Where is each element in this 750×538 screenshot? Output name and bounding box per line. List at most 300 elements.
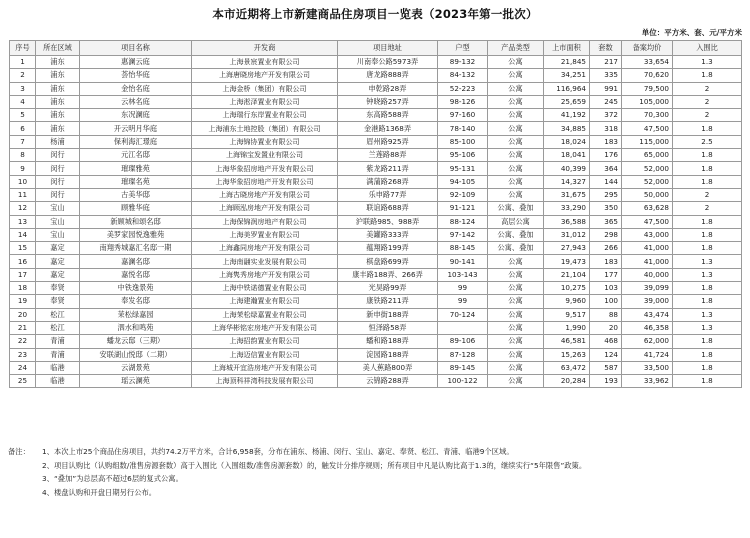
cell-unit-type: 97-160 — [438, 109, 488, 122]
cell-developer: 上海锦宝发置业有限公司 — [192, 149, 338, 162]
cell-avg-price: 63,628 — [622, 202, 673, 215]
cell-entry-ratio: 1.8 — [673, 348, 742, 361]
cell-developer: 上海顾泓房地产开发有限公司 — [192, 202, 338, 215]
cell-units: 177 — [590, 268, 622, 281]
header-area: 上市面积 — [544, 41, 590, 56]
cell-area: 21,104 — [544, 268, 590, 281]
cell-unit-type: 78-140 — [438, 122, 488, 135]
cell-avg-price: 70,300 — [622, 109, 673, 122]
table-row — [10, 95, 742, 108]
cell-entry-ratio: 1.8 — [673, 335, 742, 348]
note-4 — [8, 486, 743, 500]
cell-project-name: 保利海汇璟庭 — [80, 135, 192, 148]
table-row — [10, 348, 742, 361]
cell-product-type: 公寓 — [488, 268, 544, 281]
cell-unit-type: 95-131 — [438, 162, 488, 175]
header-units: 套数 — [590, 41, 622, 56]
cell-area: 41,192 — [544, 109, 590, 122]
notes-label: 备注： — [8, 447, 30, 456]
table-row — [10, 69, 742, 82]
cell-district: 浦东 — [36, 69, 80, 82]
table-row — [10, 321, 742, 334]
table-row — [10, 122, 742, 135]
note-3 — [8, 472, 743, 486]
cell-district: 青浦 — [36, 335, 80, 348]
table-row — [10, 255, 742, 268]
cell-avg-price: 50,000 — [622, 188, 673, 201]
cell-address: 康铁路211弄 — [338, 295, 438, 308]
cell-area: 116,964 — [544, 82, 590, 95]
cell-product-type: 公寓、叠加 — [488, 242, 544, 255]
cell-developer: 上海瑞行东岸置业有限公司 — [192, 109, 338, 122]
cell-index: 10 — [10, 175, 36, 188]
cell-avg-price: 43,000 — [622, 228, 673, 241]
cell-area: 31,012 — [544, 228, 590, 241]
cell-units: 266 — [590, 242, 622, 255]
cell-address: 云锦路288弄 — [338, 375, 438, 388]
cell-avg-price: 47,500 — [622, 122, 673, 135]
cell-index: 4 — [10, 95, 36, 108]
cell-product-type: 公寓 — [488, 122, 544, 135]
cell-district: 宝山 — [36, 228, 80, 241]
cell-units: 365 — [590, 215, 622, 228]
cell-units: 468 — [590, 335, 622, 348]
cell-units: 335 — [590, 69, 622, 82]
cell-developer: 上海锦协置业有限公司 — [192, 135, 338, 148]
cell-index: 6 — [10, 122, 36, 135]
cell-units: 298 — [590, 228, 622, 241]
cell-units: 245 — [590, 95, 622, 108]
cell-project-name: 瑶云澜苑 — [80, 375, 192, 388]
cell-developer: 上海华彬铭宏房地产开发有限公司 — [192, 321, 338, 334]
cell-units: 124 — [590, 348, 622, 361]
cell-developer: 上海华象招房地产开发有限公司 — [192, 162, 338, 175]
cell-avg-price: 52,000 — [622, 162, 673, 175]
cell-unit-type: 85-100 — [438, 135, 488, 148]
header-project-name: 项目名称 — [80, 41, 192, 56]
cell-address: 申乾路28弄 — [338, 82, 438, 95]
cell-product-type: 公寓、叠加 — [488, 228, 544, 241]
cell-avg-price: 40,000 — [622, 268, 673, 281]
cell-units: 103 — [590, 282, 622, 295]
cell-index: 20 — [10, 308, 36, 321]
cell-area: 9,517 — [544, 308, 590, 321]
cell-product-type: 公寓 — [488, 375, 544, 388]
cell-project-name: 嘉悦名邸 — [80, 268, 192, 281]
cell-units: 587 — [590, 361, 622, 374]
cell-project-name: 荟怡华庭 — [80, 69, 192, 82]
cell-district: 浦东 — [36, 82, 80, 95]
cell-unit-type: 84-132 — [438, 69, 488, 82]
note-text: 3、“叠加”为总层高不超过6层的复式公寓。 — [42, 474, 183, 483]
cell-project-name: 奉发名邸 — [80, 295, 192, 308]
cell-product-type: 公寓 — [488, 135, 544, 148]
cell-area: 21,845 — [544, 56, 590, 69]
cell-district: 奉贤 — [36, 282, 80, 295]
cell-units: 364 — [590, 162, 622, 175]
cell-product-type: 公寓 — [488, 335, 544, 348]
cell-district: 浦东 — [36, 109, 80, 122]
cell-unit-type: 70-124 — [438, 308, 488, 321]
cell-developer: 上海茉松绿嘉置业有限公司 — [192, 308, 338, 321]
cell-unit-type: 90-141 — [438, 255, 488, 268]
cell-project-name: 美罗家园悦逸雅苑 — [80, 228, 192, 241]
cell-developer: 上海古晓房地产开发有限公司 — [192, 188, 338, 201]
cell-district: 嘉定 — [36, 268, 80, 281]
cell-unit-type: 94-105 — [438, 175, 488, 188]
cell-area: 27,943 — [544, 242, 590, 255]
cell-entry-ratio: 1.8 — [673, 162, 742, 175]
cell-product-type: 公寓 — [488, 95, 544, 108]
table-row — [10, 375, 742, 388]
cell-address: 棋盘路699弄 — [338, 255, 438, 268]
cell-units: 100 — [590, 295, 622, 308]
cell-project-name: 中铁逸景苑 — [80, 282, 192, 295]
cell-address: 唐龙路888弄 — [338, 69, 438, 82]
cell-entry-ratio: 1.3 — [673, 308, 742, 321]
cell-developer: 上海建瀚置业有限公司 — [192, 295, 338, 308]
table-row — [10, 202, 742, 215]
cell-district: 闵行 — [36, 162, 80, 175]
cell-area: 34,251 — [544, 69, 590, 82]
cell-address: 蟠和路188弄 — [338, 335, 438, 348]
cell-developer: 上海城开宜浩房地产开发有限公司 — [192, 361, 338, 374]
cell-district: 闵行 — [36, 175, 80, 188]
cell-index: 21 — [10, 321, 36, 334]
cell-product-type: 公寓 — [488, 149, 544, 162]
table-header-row — [10, 41, 742, 56]
header-index: 序号 — [10, 41, 36, 56]
cell-project-name: 泗水和鸣苑 — [80, 321, 192, 334]
cell-address: 钟晓路257弄 — [338, 95, 438, 108]
cell-district: 临港 — [36, 361, 80, 374]
cell-developer: 上海鑫同房地产开发有限公司 — [192, 242, 338, 255]
cell-developer: 上海淞泽置业有限公司 — [192, 95, 338, 108]
cell-index: 8 — [10, 149, 36, 162]
cell-product-type: 公寓、叠加 — [488, 202, 544, 215]
cell-unit-type: 88-124 — [438, 215, 488, 228]
cell-product-type: 公寓 — [488, 162, 544, 175]
note-text: 1、本次上市25个商品住房项目，共约74.2万平方米，合计6,958套，分布在浦东、杨浦、闵行、宝山、嘉定、奉贤、松江、青浦、临港9个区域。 — [42, 447, 514, 456]
cell-entry-ratio: 1.8 — [673, 282, 742, 295]
cell-index: 11 — [10, 188, 36, 201]
cell-unit-type — [438, 321, 488, 334]
cell-address: 新申街188弄 — [338, 308, 438, 321]
table-row — [10, 308, 742, 321]
cell-area: 19,473 — [544, 255, 590, 268]
cell-index: 15 — [10, 242, 36, 255]
cell-index: 9 — [10, 162, 36, 175]
cell-index: 5 — [10, 109, 36, 122]
cell-entry-ratio: 1.8 — [673, 215, 742, 228]
cell-units: 217 — [590, 56, 622, 69]
cell-address: 满蒲路268弄 — [338, 175, 438, 188]
cell-project-name: 古美华邸 — [80, 188, 192, 201]
cell-area: 1,990 — [544, 321, 590, 334]
cell-address: 兰莲路88弄 — [338, 149, 438, 162]
cell-district: 松江 — [36, 321, 80, 334]
cell-entry-ratio: 2 — [673, 202, 742, 215]
header-district: 所在区域 — [36, 41, 80, 56]
cell-district: 青浦 — [36, 348, 80, 361]
cell-unit-type: 97-142 — [438, 228, 488, 241]
table-row — [10, 135, 742, 148]
cell-entry-ratio: 1.8 — [673, 242, 742, 255]
cell-project-name: 金怡名庭 — [80, 82, 192, 95]
cell-project-name: 顾雅华庭 — [80, 202, 192, 215]
cell-entry-ratio: 1.8 — [673, 361, 742, 374]
cell-index: 24 — [10, 361, 36, 374]
cell-district: 闵行 — [36, 188, 80, 201]
cell-avg-price: 79,500 — [622, 82, 673, 95]
cell-index: 12 — [10, 202, 36, 215]
cell-index: 14 — [10, 228, 36, 241]
cell-entry-ratio: 1.3 — [673, 56, 742, 69]
cell-district: 宝山 — [36, 215, 80, 228]
cell-units: 318 — [590, 122, 622, 135]
cell-district: 浦东 — [36, 95, 80, 108]
cell-entry-ratio: 1.3 — [673, 255, 742, 268]
cell-area: 18,024 — [544, 135, 590, 148]
cell-units: 88 — [590, 308, 622, 321]
cell-address: 金港路1368弄 — [338, 122, 438, 135]
cell-entry-ratio: 1.3 — [673, 268, 742, 281]
cell-entry-ratio: 1.8 — [673, 122, 742, 135]
cell-units: 20 — [590, 321, 622, 334]
cell-area: 31,675 — [544, 188, 590, 201]
cell-unit-type: 98-126 — [438, 95, 488, 108]
unit-note: 单位：平方米、套、元/平方米 — [641, 28, 742, 37]
cell-district: 奉贤 — [36, 295, 80, 308]
cell-address: 东高路588弄 — [338, 109, 438, 122]
cell-unit-type: 103-143 — [438, 268, 488, 281]
table-row — [10, 175, 742, 188]
cell-project-name: 璀璨名苑 — [80, 175, 192, 188]
cell-avg-price: 41,000 — [622, 255, 673, 268]
cell-avg-price: 39,000 — [622, 295, 673, 308]
cell-address: 美罐路333弄 — [338, 228, 438, 241]
page-title: 本市近期将上市新建商品住房项目一览表（2023年第一批次） — [212, 7, 538, 21]
cell-product-type: 公寓 — [488, 321, 544, 334]
cell-project-name: 蟠龙云邸（三期） — [80, 335, 192, 348]
cell-avg-price: 33,654 — [622, 56, 673, 69]
cell-address: 眉州路925弄 — [338, 135, 438, 148]
cell-developer: 上海迈信置业有限公司 — [192, 348, 338, 361]
cell-area: 9,960 — [544, 295, 590, 308]
table-row — [10, 361, 742, 374]
cell-developer: 上海顶科祥湾科技发展有限公司 — [192, 375, 338, 388]
cell-address: 紫龙路211弄 — [338, 162, 438, 175]
table-row — [10, 268, 742, 281]
cell-district: 杨浦 — [36, 135, 80, 148]
cell-entry-ratio: 2 — [673, 95, 742, 108]
cell-avg-price: 115,000 — [622, 135, 673, 148]
cell-avg-price: 105,000 — [622, 95, 673, 108]
cell-developer: 上海隽秀房地产开发有限公司 — [192, 268, 338, 281]
cell-unit-type: 95-106 — [438, 149, 488, 162]
cell-unit-type: 89-145 — [438, 361, 488, 374]
table-row — [10, 149, 742, 162]
cell-developer: 上海南翮实业发展有限公司 — [192, 255, 338, 268]
cell-entry-ratio: 1.8 — [673, 375, 742, 388]
cell-product-type: 公寓 — [488, 56, 544, 69]
cell-unit-type: 100-122 — [438, 375, 488, 388]
cell-entry-ratio: 1.8 — [673, 295, 742, 308]
cell-entry-ratio: 1.8 — [673, 175, 742, 188]
cell-unit-type: 88-145 — [438, 242, 488, 255]
cell-developer: 上海唐晓房地产开发有限公司 — [192, 69, 338, 82]
table-row — [10, 282, 742, 295]
cell-product-type: 高层公寓 — [488, 215, 544, 228]
cell-product-type: 公寓 — [488, 69, 544, 82]
cell-entry-ratio: 2.5 — [673, 135, 742, 148]
cell-index: 23 — [10, 348, 36, 361]
cell-project-name: 东况澜庭 — [80, 109, 192, 122]
cell-product-type: 公寓 — [488, 175, 544, 188]
cell-units: 991 — [590, 82, 622, 95]
cell-product-type: 公寓 — [488, 188, 544, 201]
note-text: 4、楼盘认购和开盘日期另行公布。 — [42, 487, 157, 497]
cell-area: 10,275 — [544, 282, 590, 295]
cell-address: 美人蕉路800弄 — [338, 361, 438, 374]
header-product-type: 产品类型 — [488, 41, 544, 56]
table-row — [10, 188, 742, 201]
note-text: 2、项目认购比（认购组数/准售房源套数）高于入围比（入围组数/准售房源套数）的，触发计分排序规则；所有项目中凡是认购比高于1.3的，继续实行“5年限售”政策。 — [42, 460, 587, 470]
cell-product-type: 公寓 — [488, 282, 544, 295]
cell-district: 松江 — [36, 308, 80, 321]
cell-avg-price: 41,000 — [622, 242, 673, 255]
cell-developer: 上海金桥（集团）有限公司 — [192, 82, 338, 95]
cell-unit-type: 99 — [438, 295, 488, 308]
cell-project-name: 嘉澜名邸 — [80, 255, 192, 268]
cell-units: 350 — [590, 202, 622, 215]
cell-avg-price: 46,358 — [622, 321, 673, 334]
cell-project-name: 璀璨雅苑 — [80, 162, 192, 175]
cell-address: 沪联路985、988弄 — [338, 215, 438, 228]
cell-avg-price: 62,000 — [622, 335, 673, 348]
cell-developer: 上海中铁诺德置业有限公司 — [192, 282, 338, 295]
cell-units: 372 — [590, 109, 622, 122]
cell-entry-ratio: 2 — [673, 188, 742, 201]
header-entry-ratio: 入围比 — [673, 41, 742, 56]
cell-address: 光昊路99弄 — [338, 282, 438, 295]
cell-product-type: 公寓 — [488, 109, 544, 122]
cell-entry-ratio: 1.8 — [673, 149, 742, 162]
cell-avg-price: 41,724 — [622, 348, 673, 361]
cell-district: 嘉定 — [36, 255, 80, 268]
cell-area: 34,885 — [544, 122, 590, 135]
cell-index: 3 — [10, 82, 36, 95]
cell-district: 闵行 — [36, 149, 80, 162]
project-table — [9, 40, 742, 388]
cell-district: 浦东 — [36, 56, 80, 69]
table-row — [10, 335, 742, 348]
note-2 — [8, 459, 743, 473]
cell-developer: 上海招韵置业有限公司 — [192, 335, 338, 348]
cell-area: 40,399 — [544, 162, 590, 175]
table-row — [10, 82, 742, 95]
cell-unit-type: 89-132 — [438, 56, 488, 69]
cell-district: 临港 — [36, 375, 80, 388]
cell-product-type: 公寓 — [488, 82, 544, 95]
cell-area: 63,472 — [544, 361, 590, 374]
cell-units: 176 — [590, 149, 622, 162]
cell-project-name: 开云明月华庭 — [80, 122, 192, 135]
cell-project-name: 云林名庭 — [80, 95, 192, 108]
cell-address: 康丰路188弄、266弄 — [338, 268, 438, 281]
cell-project-name: 惠澜云庭 — [80, 56, 192, 69]
cell-area: 46,581 — [544, 335, 590, 348]
note-1 — [8, 445, 743, 459]
cell-entry-ratio: 1.8 — [673, 69, 742, 82]
cell-district: 宝山 — [36, 202, 80, 215]
cell-district: 嘉定 — [36, 242, 80, 255]
cell-units: 144 — [590, 175, 622, 188]
cell-avg-price: 43,474 — [622, 308, 673, 321]
table-row — [10, 228, 742, 241]
cell-units: 295 — [590, 188, 622, 201]
cell-developer: 上海保锦润房地产有限公司 — [192, 215, 338, 228]
cell-area: 33,290 — [544, 202, 590, 215]
cell-developer: 上海美罗置业有限公司 — [192, 228, 338, 241]
cell-project-name: 新顾城和颂名邸 — [80, 215, 192, 228]
cell-project-name: 云湖景苑 — [80, 361, 192, 374]
table-row — [10, 109, 742, 122]
cell-area: 14,327 — [544, 175, 590, 188]
cell-developer: 上海华象招房地产开发有限公司 — [192, 175, 338, 188]
cell-address: 川南奉公路5973弄 — [338, 56, 438, 69]
cell-unit-type: 87-128 — [438, 348, 488, 361]
cell-product-type: 公寓 — [488, 255, 544, 268]
table-row — [10, 295, 742, 308]
cell-entry-ratio: 1.3 — [673, 321, 742, 334]
cell-address: 乐申路77弄 — [338, 188, 438, 201]
cell-address: 淀园路188弄 — [338, 348, 438, 361]
table-row — [10, 242, 742, 255]
cell-product-type: 公寓 — [488, 361, 544, 374]
cell-index: 22 — [10, 335, 36, 348]
notes — [8, 445, 743, 499]
cell-entry-ratio: 1.8 — [673, 228, 742, 241]
cell-unit-type: 92-109 — [438, 188, 488, 201]
cell-district: 浦东 — [36, 122, 80, 135]
cell-avg-price: 39,099 — [622, 282, 673, 295]
cell-developer: 上海景宸置业有限公司 — [192, 56, 338, 69]
cell-index: 13 — [10, 215, 36, 228]
cell-index: 18 — [10, 282, 36, 295]
cell-unit-type: 52-223 — [438, 82, 488, 95]
cell-developer: 上海浦东土地控股（集团）有限公司 — [192, 122, 338, 135]
cell-area: 25,659 — [544, 95, 590, 108]
cell-avg-price: 52,000 — [622, 175, 673, 188]
cell-units: 193 — [590, 375, 622, 388]
cell-project-name: 安联湖山悦邸（二期） — [80, 348, 192, 361]
cell-product-type: 公寓 — [488, 295, 544, 308]
cell-project-name: 元江名邸 — [80, 149, 192, 162]
cell-index: 1 — [10, 56, 36, 69]
cell-address: 恒泽路58弄 — [338, 321, 438, 334]
cell-avg-price: 33,500 — [622, 361, 673, 374]
cell-project-name: 茉松绿嘉园 — [80, 308, 192, 321]
cell-unit-type: 89-106 — [438, 335, 488, 348]
cell-area: 20,284 — [544, 375, 590, 388]
cell-index: 17 — [10, 268, 36, 281]
cell-entry-ratio: 2 — [673, 82, 742, 95]
header-developer: 开发商 — [192, 41, 338, 56]
cell-area: 18,041 — [544, 149, 590, 162]
table-row — [10, 56, 742, 69]
cell-index: 19 — [10, 295, 36, 308]
